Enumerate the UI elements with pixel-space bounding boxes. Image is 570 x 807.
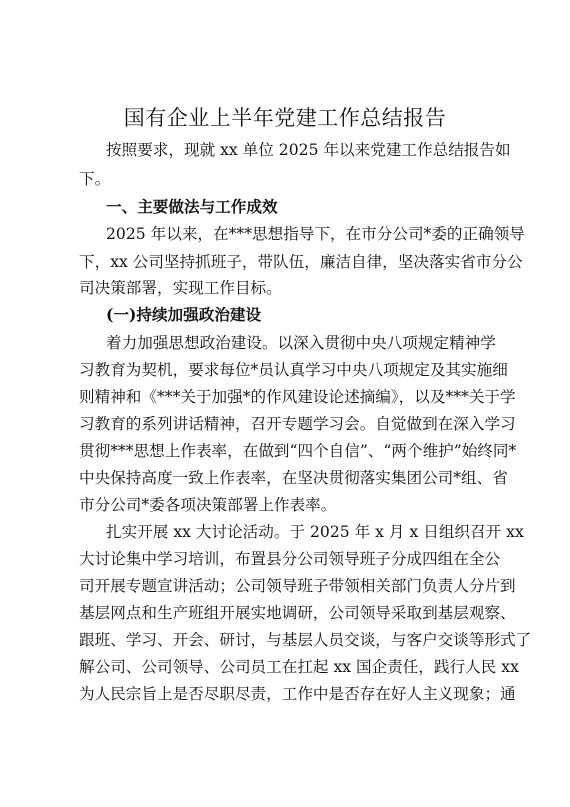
paragraph-line: 习教育为契机，要求每位*员认真学习中央八项规定及其实施细 xyxy=(79,361,508,379)
paragraph-line: 则精神和《***关于加强*的作风建设论述摘编》，以及***关于学 xyxy=(79,388,516,406)
paragraph-line: 贯彻***思想上作表率，在做到“四个自信”、“两个维护”始终同* xyxy=(79,442,517,460)
paragraph-line: 下，xx 公司坚持抓班子，带队伍，廉洁自律，坚决落实省市分公 xyxy=(79,253,523,271)
paragraph-line: 2025 年以来，在***思想指导下，在市分公司*委的正确领导 xyxy=(106,225,525,243)
paragraph-line: 下。 xyxy=(79,170,111,188)
paragraph-line: 市分公司*委各项决策部署上作表率。 xyxy=(79,496,337,514)
paragraph-line: 扎实开展 xx 大讨论活动。于 2025 年 x 月 x 日组织召开 xx xyxy=(106,523,524,541)
document-title: 国有企业上半年党建工作总结报告 xyxy=(123,106,447,130)
paragraph-line: 司开展专题宣讲活动；公司领导班子带领相关部门负责人分片到 xyxy=(79,577,516,595)
paragraph-line: 着力加强思想政治建设。以深入贯彻中央八项规定精神学 xyxy=(106,334,496,352)
section-heading: 一、主要做法与工作成效 xyxy=(106,197,278,216)
paragraph-line: 习教育的系列讲话精神，召开专题学习会。自觉做到在深入学习 xyxy=(79,415,516,433)
paragraph-line: 按照要求，现就 xx 单位 2025 年以来党建工作总结报告如 xyxy=(106,141,511,159)
paragraph-line: 大讨论集中学习培训，布置县分公司领导班子分成四组在全公 xyxy=(79,550,501,568)
subsection-heading: (一)持续加强政治建设 xyxy=(106,305,262,324)
paragraph-line: 中央保持高度一致上作表率，在坚决贯彻落实集团公司*组、省 xyxy=(79,469,508,487)
paragraph-line: 为人民宗旨上是否尽职尽责，工作中是否存在好人主义现象；通 xyxy=(79,685,516,703)
paragraph-line: 跟班、学习、开会、研讨，与基层人员交谈，与客户交谈等形式了 xyxy=(79,631,532,649)
paragraph-line: 司决策部署，实现工作目标。 xyxy=(79,279,282,297)
paragraph-line: 基层网点和生产班组开展实地调研，公司领导采取到基层观察、 xyxy=(79,604,516,622)
paragraph-line: 解公司、公司领导、公司员工在扛起 xx 国企责任，践行人民 xx xyxy=(79,658,519,676)
